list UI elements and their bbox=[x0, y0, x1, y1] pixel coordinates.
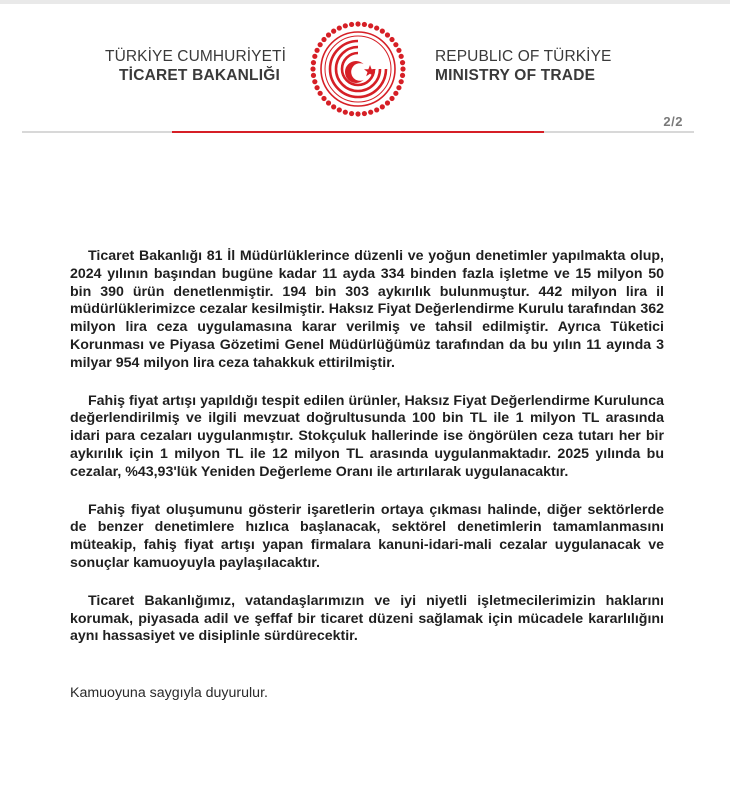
letterhead-english bbox=[435, 47, 635, 85]
seal-dot bbox=[326, 32, 331, 37]
seal-dot bbox=[311, 73, 316, 78]
seal-dot bbox=[312, 79, 317, 84]
paragraph-4: Ticaret Bakanlığımız, vatandaşlarımızın ve iyi niyetli işletmecilerimizin haklarını korumak, piyasada adil ve şeffaf bir ticaret düzeni sağlamak için mücadele kararlılığını aynı hassasiyet ve disiplinle sürdürecektir. bbox=[70, 592, 664, 645]
seal-dot bbox=[314, 85, 319, 90]
paragraph-2: Fahiş fiyat artışı yapıldığı tespit edilen ürünler, Haksız Fiyat Değerlendirme Kurulunca değerlendirilmiş ve ilgili mevzuat doğrultusunda 100 bin TL ile 1 milyon TL arasında idari para cezaları uygulanmıştır. Stokçuluk hallerinde ise öngörülen ceza tutarı her bir aykırılık için 1 milyon TL ile 12 milyon TL arasında uygulanmaktadır. 2025 yılında bu cezalar, %43,93'lük Yeniden Değerleme Oranı ile artırılarak uygulanacaktır. bbox=[70, 392, 664, 480]
header-rule-left bbox=[22, 131, 172, 133]
letterhead-turkish-line2: TİCARET BAKANLIĞI bbox=[119, 67, 280, 84]
seal-dot bbox=[318, 42, 323, 47]
seal-dot bbox=[331, 29, 336, 34]
page-number: 2/2 bbox=[663, 114, 683, 129]
paragraph-3: Fahiş fiyat oluşumunu gösterir işaretlerin ortaya çıkması halinde, diğer sektörlerde de benzer denetimlere hızlıca başlanacak, sektörel denetimlerin tamamlanmasını müteakip, fahiş fiyat artışı yapan firmalara kanuni-idari-mali cezalar uygulanacak ve sonuçlar kamuoyuyla paylaşılacaktır. bbox=[70, 501, 664, 571]
seal-dot bbox=[399, 79, 404, 84]
seal-dot bbox=[314, 48, 319, 53]
seal-dot bbox=[385, 32, 390, 37]
seal-dot bbox=[311, 60, 316, 65]
header-rule-right bbox=[544, 131, 694, 133]
letterhead-english-line1: REPUBLIC OF TÜRKİYE bbox=[435, 48, 612, 65]
seal-dot bbox=[368, 23, 373, 28]
seal-dot bbox=[389, 96, 394, 101]
seal-dot bbox=[331, 104, 336, 109]
seal-dot bbox=[393, 42, 398, 47]
paragraph-1: Ticaret Bakanlığı 81 İl Müdürlüklerince düzenli ve yoğun denetimler yapılmakta olup, 2024 yılının başından bugüne kadar 11 ayda 334 binden fazla işletme ve 15 milyon 50 bin 390 ürün denetlenmiştir. 194 bin 303 aykırılık bulunmuştur. 442 milyon lira il müdürlüklerimizce cezalar kesilmiştir. Haksız Fiyat Değerlendirme Kurulu tarafından 362 milyon lira ceza uygulamasına karar verilmiş ve tahsil edilmiştir. Ayrıca Tüketici Korunması ve Piyasa Gözetimi Genel Müdürlüğümüz tarafından da bu yılın 11 ayında 3 milyar 954 milyon lira ceza tahakkuk ettirilmiştir. bbox=[70, 248, 664, 371]
seal-dot bbox=[318, 91, 323, 96]
seal-dot bbox=[310, 66, 315, 71]
seal-dot bbox=[362, 111, 367, 116]
crescent-star-seal-icon bbox=[306, 17, 410, 121]
seal-dot bbox=[400, 66, 405, 71]
seal-dot bbox=[389, 37, 394, 42]
seal-dot bbox=[326, 100, 331, 105]
seal-dot bbox=[396, 85, 401, 90]
seal-dot bbox=[321, 96, 326, 101]
closing-line: Kamuoyuna saygıyla duyurulur. bbox=[70, 685, 268, 701]
seal-dot bbox=[374, 107, 379, 112]
seal-dot bbox=[349, 111, 354, 116]
letterhead-turkish bbox=[105, 47, 287, 85]
seal-dot bbox=[400, 60, 405, 65]
seal-dot bbox=[337, 25, 342, 30]
seal-dot bbox=[355, 21, 360, 26]
seal-dot bbox=[368, 110, 373, 115]
seal-dot bbox=[321, 37, 326, 42]
seal-dot bbox=[380, 104, 385, 109]
letterhead-english-line2: MINISTRY OF TRADE bbox=[435, 67, 596, 84]
seal-dot bbox=[349, 22, 354, 27]
seal-dot bbox=[380, 29, 385, 34]
press-release-body bbox=[70, 248, 664, 666]
seal-dot bbox=[396, 48, 401, 53]
seal-dot bbox=[355, 111, 360, 116]
seal-dot bbox=[374, 25, 379, 30]
seal-dot bbox=[312, 54, 317, 59]
seal-dot bbox=[399, 54, 404, 59]
seal-dot bbox=[362, 22, 367, 27]
letterhead-turkish-line1: TÜRKİYE CUMHURİYETİ bbox=[105, 48, 287, 65]
seal-dot bbox=[343, 110, 348, 115]
seal-dot bbox=[393, 91, 398, 96]
seal-dot bbox=[385, 100, 390, 105]
seal-dot bbox=[343, 23, 348, 28]
header-rule-accent bbox=[172, 131, 544, 133]
seal-dot bbox=[337, 107, 342, 112]
seal-dot bbox=[400, 73, 405, 78]
letterhead bbox=[0, 0, 730, 140]
